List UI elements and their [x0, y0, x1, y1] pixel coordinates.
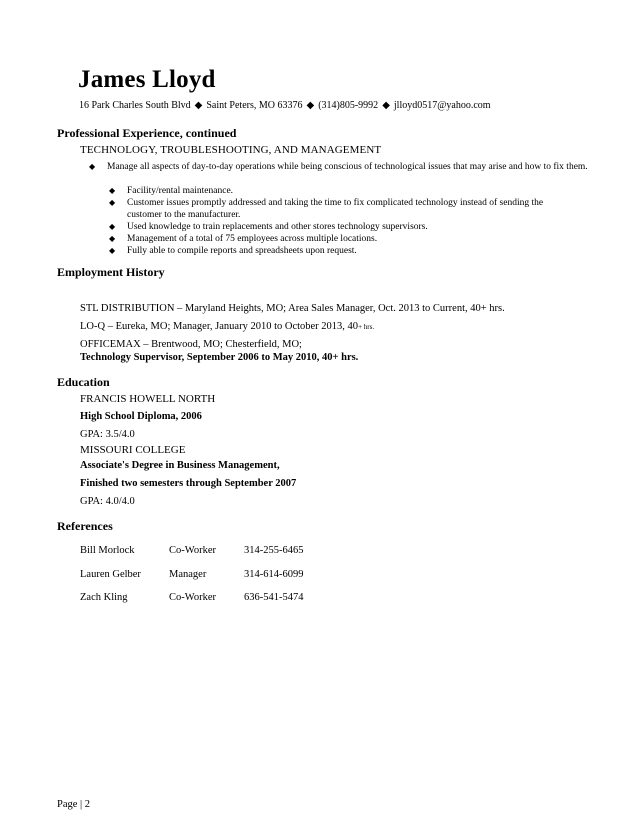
contact-line	[79, 100, 491, 111]
employment-entry-officemax-role: Technology Supervisor, September 2006 to May 2010, 40+ hrs.	[80, 352, 359, 363]
diamond-separator-icon: ◆	[194, 100, 203, 111]
page-number: Page | 2	[57, 799, 91, 810]
diamond-separator-icon: ◆	[306, 100, 315, 111]
diamond-bullet-icon: ◆	[109, 222, 116, 231]
diamond-separator-icon: ◆	[382, 100, 390, 111]
experience-bullet-list	[89, 161, 589, 173]
school-name: MISSOURI COLLEGE	[80, 444, 186, 456]
list-item: ◆ Facility/rental maintenance.	[109, 186, 234, 196]
reference-name: Zach Kling	[80, 592, 128, 603]
diamond-bullet-icon: ◆	[109, 186, 116, 195]
diamond-bullet-icon: ◆	[109, 246, 116, 255]
section-title-employment: Employment History	[57, 265, 165, 279]
reference-relation: Co-Worker	[169, 545, 216, 556]
applicant-name: James Lloyd	[78, 66, 216, 93]
employment-entry-officemax: OFFICEMAX – Brentwood, MO; Chesterfield, MO;	[80, 339, 302, 350]
section-title-experience: Professional Experience, continued	[57, 126, 237, 140]
list-item: ◆ Fully able to compile reports and spreadsheets upon request.	[109, 246, 357, 256]
email-address: jlloyd0517@yahoo.com	[393, 100, 491, 111]
list-item: ◆ Used knowledge to train replacements and other stores technology supervisors.	[109, 222, 428, 232]
reference-name: Lauren Gelber	[80, 569, 141, 580]
employment-entry-loq: LO-Q – Eureka, MO; Manager, January 2010 to October 2013, 40+ hrs.	[80, 321, 375, 332]
experience-subhead: TECHNOLOGY, TROUBLESHOOTING, AND MANAGEMENT	[80, 144, 382, 156]
reference-phone: 314-255-6465	[244, 545, 304, 556]
diamond-bullet-icon: ◆	[109, 198, 116, 207]
gpa: GPA: 3.5/4.0	[80, 429, 135, 440]
reference-relation: Co-Worker	[169, 592, 216, 603]
experience-nested-bullet-list	[109, 185, 579, 257]
reference-phone: 636-541-5474	[244, 592, 304, 603]
reference-name: Bill Morlock	[80, 545, 135, 556]
list-item: ◆ Management of a total of 75 employees across multiple locations.	[109, 234, 378, 244]
section-title-references: References	[57, 519, 113, 533]
section-title-education: Education	[57, 375, 110, 389]
diamond-bullet-icon: ◆	[89, 162, 96, 171]
reference-relation: Manager	[169, 569, 207, 580]
diamond-bullet-icon: ◆	[109, 234, 116, 243]
degree: Associate's Degree in Business Management,	[80, 460, 280, 471]
gpa: GPA: 4.0/4.0	[80, 496, 135, 507]
city-state-zip: Saint Peters, MO 63376	[206, 100, 303, 111]
list-item: ◆ Customer issues promptly addressed and taking the time to fix complicated technology instead of sending the customer to the manufacturer.	[109, 198, 544, 220]
school-name: FRANCIS HOWELL NORTH	[80, 393, 216, 405]
address: 16 Park Charles South Blvd	[79, 100, 191, 111]
phone-number: (314)805-9992	[318, 100, 379, 111]
degree: High School Diploma, 2006	[80, 411, 202, 422]
list-item: ◆ Manage all aspects of day-to-day operations while being conscious of technological issues that may arise and how to fix them.	[89, 162, 588, 172]
reference-phone: 314-614-6099	[244, 569, 304, 580]
degree-detail: Finished two semesters through September 2007	[80, 478, 297, 489]
employment-entry-stl: STL DISTRIBUTION – Maryland Heights, MO; Area Sales Manager, Oct. 2013 to Current, 40+ hrs.	[80, 303, 505, 314]
